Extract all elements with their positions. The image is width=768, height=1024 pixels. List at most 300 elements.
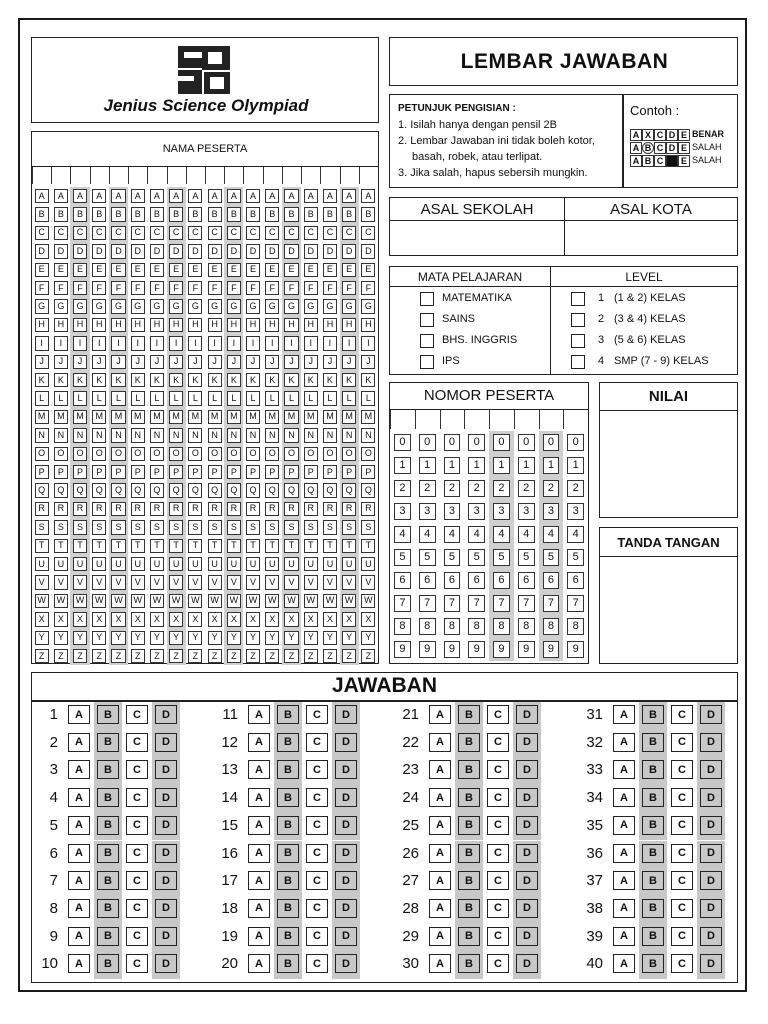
name-bubble[interactable]: B: [54, 207, 68, 221]
name-bubble[interactable]: K: [361, 373, 375, 387]
number-bubble[interactable]: 6: [444, 572, 461, 589]
name-bubble[interactable]: Y: [284, 631, 298, 645]
name-bubble[interactable]: C: [169, 226, 183, 240]
answer-option-bubble[interactable]: A: [248, 844, 270, 863]
number-bubble[interactable]: 5: [444, 549, 461, 566]
name-bubble[interactable]: L: [54, 391, 68, 405]
number-bubble[interactable]: 6: [394, 572, 411, 589]
name-bubble[interactable]: T: [54, 539, 68, 553]
name-bubble[interactable]: N: [208, 428, 222, 442]
answer-option-bubble[interactable]: D: [516, 760, 538, 779]
name-bubble[interactable]: U: [227, 557, 241, 571]
name-bubble[interactable]: P: [284, 465, 298, 479]
name-bubble[interactable]: R: [265, 502, 279, 516]
subject-checkbox[interactable]: [420, 292, 434, 306]
answer-option-bubble[interactable]: C: [126, 899, 148, 918]
answer-option-bubble[interactable]: C: [487, 844, 509, 863]
number-bubble[interactable]: 3: [419, 503, 436, 520]
name-bubble[interactable]: A: [323, 189, 337, 203]
name-bubble[interactable]: V: [342, 575, 356, 589]
name-bubble[interactable]: E: [131, 263, 145, 277]
name-bubble[interactable]: H: [323, 318, 337, 332]
answer-option-bubble[interactable]: C: [487, 927, 509, 946]
name-bubble[interactable]: Q: [169, 483, 183, 497]
answer-option-bubble[interactable]: D: [700, 844, 722, 863]
name-bubble[interactable]: F: [73, 281, 87, 295]
answer-option-bubble[interactable]: D: [335, 760, 357, 779]
name-bubble[interactable]: N: [304, 428, 318, 442]
name-bubble[interactable]: O: [131, 447, 145, 461]
name-bubble[interactable]: M: [188, 410, 202, 424]
answer-option-bubble[interactable]: B: [97, 899, 119, 918]
name-bubble[interactable]: J: [323, 355, 337, 369]
name-bubble[interactable]: X: [323, 612, 337, 626]
number-bubble[interactable]: 2: [567, 480, 584, 497]
name-bubble[interactable]: Q: [73, 483, 87, 497]
name-bubble[interactable]: L: [284, 391, 298, 405]
level-checkbox[interactable]: [571, 313, 585, 327]
name-bubble[interactable]: A: [342, 189, 356, 203]
answer-option-bubble[interactable]: B: [642, 788, 664, 807]
number-bubble[interactable]: 2: [493, 480, 510, 497]
name-bubble[interactable]: S: [227, 520, 241, 534]
name-bubble[interactable]: P: [208, 465, 222, 479]
number-bubble[interactable]: 3: [468, 503, 485, 520]
name-bubble[interactable]: T: [188, 539, 202, 553]
score-field[interactable]: [602, 413, 735, 515]
name-bubble[interactable]: F: [188, 281, 202, 295]
number-bubble[interactable]: 1: [543, 457, 560, 474]
name-bubble[interactable]: W: [92, 594, 106, 608]
answer-option-bubble[interactable]: C: [487, 871, 509, 890]
name-bubble[interactable]: K: [73, 373, 87, 387]
answer-option-bubble[interactable]: A: [429, 927, 451, 946]
name-bubble[interactable]: F: [54, 281, 68, 295]
name-bubble[interactable]: G: [54, 299, 68, 313]
number-bubble[interactable]: 1: [518, 457, 535, 474]
name-bubble[interactable]: F: [131, 281, 145, 295]
answer-option-bubble[interactable]: C: [487, 760, 509, 779]
name-bubble[interactable]: G: [265, 299, 279, 313]
name-bubble[interactable]: Y: [92, 631, 106, 645]
name-bubble[interactable]: B: [169, 207, 183, 221]
answer-option-bubble[interactable]: A: [248, 788, 270, 807]
name-bubble[interactable]: S: [342, 520, 356, 534]
name-bubble[interactable]: T: [227, 539, 241, 553]
name-bubble[interactable]: F: [342, 281, 356, 295]
name-bubble[interactable]: T: [284, 539, 298, 553]
name-bubble[interactable]: D: [361, 244, 375, 258]
name-bubble[interactable]: J: [304, 355, 318, 369]
name-bubble[interactable]: T: [304, 539, 318, 553]
name-bubble[interactable]: H: [169, 318, 183, 332]
name-bubble[interactable]: J: [92, 355, 106, 369]
name-bubble[interactable]: C: [323, 226, 337, 240]
number-bubble[interactable]: 5: [518, 549, 535, 566]
city-origin-field[interactable]: [567, 223, 735, 253]
answer-option-bubble[interactable]: A: [248, 954, 270, 973]
name-bubble[interactable]: X: [92, 612, 106, 626]
name-bubble[interactable]: Q: [304, 483, 318, 497]
answer-option-bubble[interactable]: C: [306, 899, 328, 918]
name-bubble[interactable]: F: [35, 281, 49, 295]
answer-option-bubble[interactable]: B: [458, 927, 480, 946]
name-bubble[interactable]: J: [73, 355, 87, 369]
name-bubble[interactable]: E: [284, 263, 298, 277]
name-bubble[interactable]: C: [284, 226, 298, 240]
name-bubble[interactable]: D: [111, 244, 125, 258]
name-bubble[interactable]: E: [169, 263, 183, 277]
name-bubble[interactable]: B: [246, 207, 260, 221]
name-bubble[interactable]: A: [54, 189, 68, 203]
name-bubble[interactable]: D: [188, 244, 202, 258]
answer-option-bubble[interactable]: A: [429, 844, 451, 863]
name-bubble[interactable]: W: [265, 594, 279, 608]
name-bubble[interactable]: H: [188, 318, 202, 332]
answer-option-bubble[interactable]: A: [429, 760, 451, 779]
name-bubble[interactable]: R: [208, 502, 222, 516]
name-bubble[interactable]: R: [35, 502, 49, 516]
name-bubble[interactable]: G: [304, 299, 318, 313]
number-bubble[interactable]: 1: [419, 457, 436, 474]
name-bubble[interactable]: S: [208, 520, 222, 534]
number-bubble[interactable]: 4: [419, 526, 436, 543]
answer-option-bubble[interactable]: A: [613, 705, 635, 724]
name-bubble[interactable]: Q: [265, 483, 279, 497]
name-bubble[interactable]: M: [208, 410, 222, 424]
number-bubble[interactable]: 4: [567, 526, 584, 543]
answer-option-bubble[interactable]: B: [97, 844, 119, 863]
name-bubble[interactable]: Q: [35, 483, 49, 497]
name-bubble[interactable]: G: [92, 299, 106, 313]
answer-option-bubble[interactable]: D: [155, 733, 177, 752]
answer-option-bubble[interactable]: A: [613, 816, 635, 835]
answer-option-bubble[interactable]: C: [126, 844, 148, 863]
name-bubble[interactable]: G: [35, 299, 49, 313]
name-bubble[interactable]: N: [35, 428, 49, 442]
answer-option-bubble[interactable]: B: [97, 816, 119, 835]
name-bubble[interactable]: X: [111, 612, 125, 626]
name-bubble[interactable]: E: [208, 263, 222, 277]
name-bubble[interactable]: L: [208, 391, 222, 405]
answer-option-bubble[interactable]: D: [155, 760, 177, 779]
name-bubble[interactable]: V: [150, 575, 164, 589]
name-bubble[interactable]: J: [150, 355, 164, 369]
name-bubble[interactable]: O: [284, 447, 298, 461]
name-bubble[interactable]: Z: [111, 649, 125, 663]
answer-option-bubble[interactable]: D: [155, 899, 177, 918]
number-bubble[interactable]: 8: [444, 618, 461, 635]
name-bubble[interactable]: F: [208, 281, 222, 295]
answer-option-bubble[interactable]: B: [277, 927, 299, 946]
number-bubble[interactable]: 7: [394, 595, 411, 612]
name-bubble[interactable]: L: [188, 391, 202, 405]
answer-option-bubble[interactable]: D: [155, 844, 177, 863]
name-bubble[interactable]: N: [342, 428, 356, 442]
answer-option-bubble[interactable]: C: [671, 816, 693, 835]
name-bubble[interactable]: U: [131, 557, 145, 571]
name-bubble[interactable]: I: [150, 336, 164, 350]
name-bubble[interactable]: P: [150, 465, 164, 479]
name-bubble[interactable]: V: [131, 575, 145, 589]
name-bubble[interactable]: Y: [169, 631, 183, 645]
name-bubble[interactable]: T: [150, 539, 164, 553]
name-bubble[interactable]: X: [73, 612, 87, 626]
name-bubble[interactable]: M: [304, 410, 318, 424]
answer-option-bubble[interactable]: D: [516, 733, 538, 752]
name-bubble[interactable]: W: [208, 594, 222, 608]
answer-option-bubble[interactable]: C: [487, 954, 509, 973]
name-bubble[interactable]: F: [227, 281, 241, 295]
name-bubble[interactable]: K: [188, 373, 202, 387]
answer-option-bubble[interactable]: B: [97, 733, 119, 752]
name-bubble[interactable]: Y: [131, 631, 145, 645]
name-bubble[interactable]: Z: [227, 649, 241, 663]
name-bubble[interactable]: H: [92, 318, 106, 332]
name-bubble[interactable]: P: [92, 465, 106, 479]
answer-option-bubble[interactable]: B: [642, 760, 664, 779]
name-bubble[interactable]: I: [265, 336, 279, 350]
number-bubble[interactable]: 1: [493, 457, 510, 474]
name-bubble[interactable]: J: [284, 355, 298, 369]
name-bubble[interactable]: M: [342, 410, 356, 424]
answer-option-bubble[interactable]: B: [458, 705, 480, 724]
answer-option-bubble[interactable]: B: [97, 927, 119, 946]
answer-option-bubble[interactable]: C: [671, 899, 693, 918]
level-checkbox[interactable]: [571, 334, 585, 348]
name-bubble[interactable]: Y: [304, 631, 318, 645]
name-bubble[interactable]: Z: [169, 649, 183, 663]
name-bubble[interactable]: G: [284, 299, 298, 313]
name-bubble[interactable]: X: [246, 612, 260, 626]
name-bubble[interactable]: Q: [361, 483, 375, 497]
name-bubble[interactable]: U: [35, 557, 49, 571]
name-bubble[interactable]: J: [131, 355, 145, 369]
name-bubble[interactable]: Z: [73, 649, 87, 663]
answer-option-bubble[interactable]: B: [97, 705, 119, 724]
number-bubble[interactable]: 4: [468, 526, 485, 543]
name-bubble[interactable]: Z: [92, 649, 106, 663]
name-bubble[interactable]: H: [342, 318, 356, 332]
name-bubble[interactable]: A: [208, 189, 222, 203]
name-bubble[interactable]: B: [304, 207, 318, 221]
name-bubble[interactable]: R: [246, 502, 260, 516]
name-bubble[interactable]: A: [265, 189, 279, 203]
name-bubble[interactable]: J: [54, 355, 68, 369]
name-bubble[interactable]: M: [284, 410, 298, 424]
name-bubble[interactable]: Y: [265, 631, 279, 645]
answer-option-bubble[interactable]: B: [642, 705, 664, 724]
name-bubble[interactable]: F: [265, 281, 279, 295]
name-bubble[interactable]: T: [265, 539, 279, 553]
name-bubble[interactable]: F: [150, 281, 164, 295]
name-bubble[interactable]: C: [131, 226, 145, 240]
name-bubble[interactable]: W: [361, 594, 375, 608]
number-bubble[interactable]: 6: [493, 572, 510, 589]
answer-option-bubble[interactable]: A: [429, 899, 451, 918]
name-bubble[interactable]: F: [111, 281, 125, 295]
name-bubble[interactable]: V: [323, 575, 337, 589]
name-bubble[interactable]: R: [150, 502, 164, 516]
name-bubble[interactable]: F: [92, 281, 106, 295]
answer-option-bubble[interactable]: D: [700, 954, 722, 973]
name-bubble[interactable]: V: [227, 575, 241, 589]
name-bubble[interactable]: G: [361, 299, 375, 313]
name-bubble[interactable]: I: [227, 336, 241, 350]
name-bubble[interactable]: T: [73, 539, 87, 553]
answer-option-bubble[interactable]: D: [335, 844, 357, 863]
number-bubble[interactable]: 0: [444, 434, 461, 451]
name-bubble[interactable]: B: [92, 207, 106, 221]
number-bubble[interactable]: 6: [468, 572, 485, 589]
answer-option-bubble[interactable]: C: [126, 927, 148, 946]
name-bubble[interactable]: Y: [323, 631, 337, 645]
name-bubble[interactable]: H: [35, 318, 49, 332]
name-bubble[interactable]: E: [227, 263, 241, 277]
name-bubble[interactable]: O: [265, 447, 279, 461]
name-bubble[interactable]: B: [111, 207, 125, 221]
number-bubble[interactable]: 7: [567, 595, 584, 612]
answer-option-bubble[interactable]: C: [306, 954, 328, 973]
answer-option-bubble[interactable]: A: [613, 788, 635, 807]
answer-option-bubble[interactable]: C: [671, 927, 693, 946]
name-bubble[interactable]: V: [54, 575, 68, 589]
name-bubble[interactable]: B: [188, 207, 202, 221]
name-bubble[interactable]: G: [246, 299, 260, 313]
name-bubble[interactable]: N: [131, 428, 145, 442]
answer-option-bubble[interactable]: B: [277, 871, 299, 890]
answer-option-bubble[interactable]: B: [642, 816, 664, 835]
answer-option-bubble[interactable]: C: [487, 816, 509, 835]
level-checkbox[interactable]: [571, 292, 585, 306]
name-bubble[interactable]: D: [246, 244, 260, 258]
answer-option-bubble[interactable]: A: [248, 871, 270, 890]
name-bubble[interactable]: U: [361, 557, 375, 571]
number-bubble[interactable]: 2: [419, 480, 436, 497]
number-bubble[interactable]: 8: [468, 618, 485, 635]
name-bubble[interactable]: W: [35, 594, 49, 608]
name-bubble[interactable]: M: [131, 410, 145, 424]
name-bubble[interactable]: H: [304, 318, 318, 332]
name-bubble[interactable]: G: [342, 299, 356, 313]
name-bubble[interactable]: Q: [246, 483, 260, 497]
name-bubble[interactable]: N: [111, 428, 125, 442]
name-bubble[interactable]: E: [246, 263, 260, 277]
name-bubble[interactable]: G: [111, 299, 125, 313]
name-bubble[interactable]: U: [111, 557, 125, 571]
answer-option-bubble[interactable]: C: [306, 871, 328, 890]
answer-option-bubble[interactable]: A: [613, 844, 635, 863]
name-bubble[interactable]: W: [323, 594, 337, 608]
name-bubble[interactable]: N: [246, 428, 260, 442]
answer-option-bubble[interactable]: A: [613, 733, 635, 752]
number-bubble[interactable]: 5: [543, 549, 560, 566]
name-bubble[interactable]: S: [188, 520, 202, 534]
answer-option-bubble[interactable]: D: [335, 871, 357, 890]
name-bubble[interactable]: U: [284, 557, 298, 571]
name-bubble[interactable]: U: [323, 557, 337, 571]
name-bubble[interactable]: U: [73, 557, 87, 571]
name-bubble[interactable]: Q: [131, 483, 145, 497]
name-bubble[interactable]: W: [131, 594, 145, 608]
name-bubble[interactable]: S: [246, 520, 260, 534]
answer-option-bubble[interactable]: D: [516, 705, 538, 724]
name-bubble[interactable]: L: [227, 391, 241, 405]
name-bubble[interactable]: V: [35, 575, 49, 589]
name-bubble[interactable]: E: [111, 263, 125, 277]
name-bubble[interactable]: I: [188, 336, 202, 350]
name-bubble[interactable]: V: [111, 575, 125, 589]
name-bubble[interactable]: V: [246, 575, 260, 589]
answer-option-bubble[interactable]: D: [700, 871, 722, 890]
name-bubble[interactable]: T: [35, 539, 49, 553]
name-bubble[interactable]: I: [304, 336, 318, 350]
name-bubble[interactable]: L: [323, 391, 337, 405]
name-bubble[interactable]: T: [246, 539, 260, 553]
answer-option-bubble[interactable]: C: [126, 871, 148, 890]
name-bubble[interactable]: Z: [265, 649, 279, 663]
answer-option-bubble[interactable]: D: [700, 788, 722, 807]
name-bubble[interactable]: I: [111, 336, 125, 350]
name-bubble[interactable]: E: [92, 263, 106, 277]
name-bubble[interactable]: S: [150, 520, 164, 534]
name-bubble[interactable]: M: [227, 410, 241, 424]
name-bubble[interactable]: W: [150, 594, 164, 608]
name-bubble[interactable]: W: [111, 594, 125, 608]
number-bubble[interactable]: 7: [543, 595, 560, 612]
number-bubble[interactable]: 8: [567, 618, 584, 635]
name-bubble[interactable]: J: [265, 355, 279, 369]
name-bubble[interactable]: W: [227, 594, 241, 608]
name-bubble[interactable]: Q: [111, 483, 125, 497]
number-bubble[interactable]: 5: [493, 549, 510, 566]
name-bubble[interactable]: G: [169, 299, 183, 313]
name-bubble[interactable]: Q: [188, 483, 202, 497]
name-bubble[interactable]: E: [265, 263, 279, 277]
number-bubble[interactable]: 9: [419, 641, 436, 658]
name-bubble[interactable]: J: [361, 355, 375, 369]
name-bubble[interactable]: Z: [131, 649, 145, 663]
name-bubble[interactable]: X: [227, 612, 241, 626]
name-bubble[interactable]: G: [208, 299, 222, 313]
name-bubble[interactable]: X: [150, 612, 164, 626]
answer-option-bubble[interactable]: D: [700, 816, 722, 835]
name-bubble[interactable]: X: [361, 612, 375, 626]
answer-option-bubble[interactable]: C: [306, 927, 328, 946]
answer-option-bubble[interactable]: B: [458, 844, 480, 863]
name-bubble[interactable]: I: [284, 336, 298, 350]
answer-option-bubble[interactable]: D: [516, 788, 538, 807]
name-bubble[interactable]: R: [342, 502, 356, 516]
answer-option-bubble[interactable]: A: [429, 954, 451, 973]
answer-option-bubble[interactable]: B: [277, 899, 299, 918]
name-bubble[interactable]: Z: [342, 649, 356, 663]
name-bubble[interactable]: E: [361, 263, 375, 277]
name-bubble[interactable]: U: [92, 557, 106, 571]
name-bubble[interactable]: J: [342, 355, 356, 369]
answer-option-bubble[interactable]: D: [335, 816, 357, 835]
name-bubble[interactable]: Z: [54, 649, 68, 663]
answer-option-bubble[interactable]: B: [458, 733, 480, 752]
name-bubble[interactable]: S: [131, 520, 145, 534]
answer-option-bubble[interactable]: A: [248, 899, 270, 918]
name-bubble[interactable]: H: [227, 318, 241, 332]
name-bubble[interactable]: W: [304, 594, 318, 608]
name-bubble[interactable]: L: [92, 391, 106, 405]
answer-option-bubble[interactable]: D: [516, 844, 538, 863]
name-bubble[interactable]: N: [188, 428, 202, 442]
name-bubble[interactable]: I: [342, 336, 356, 350]
